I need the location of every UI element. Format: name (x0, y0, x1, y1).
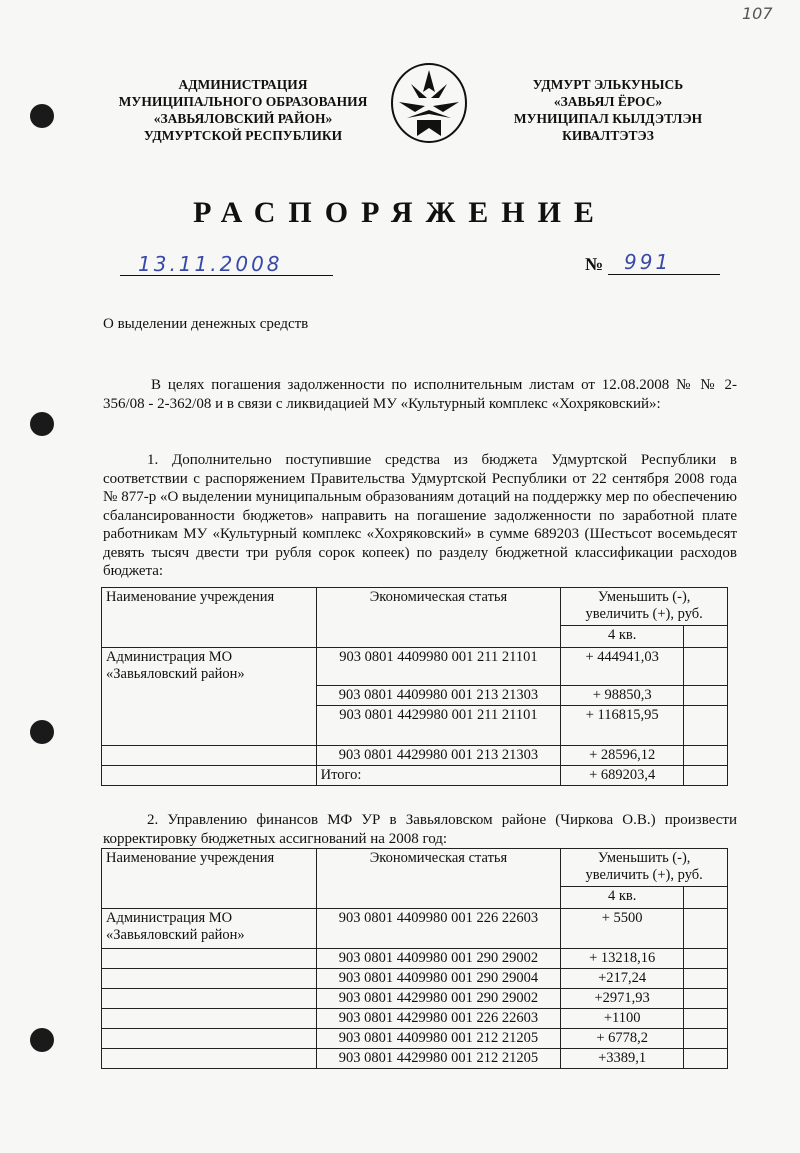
empty-cell (684, 746, 728, 766)
document-number: 991 (624, 250, 672, 274)
page-number-note: 107 (742, 4, 773, 23)
table-row (102, 1009, 728, 1029)
document-title: РАСПОРЯЖЕНИЕ (193, 196, 607, 229)
org-cell: Администрация МО «Завьяловский район» (102, 909, 317, 949)
empty-cell (684, 686, 728, 706)
empty-cell (102, 1049, 317, 1069)
table-row (102, 949, 728, 969)
total-amount: + 689203,4 (561, 766, 684, 786)
empty-cell (102, 989, 317, 1009)
article-cell: 903 0801 4429980 001 212 21205 (316, 1049, 561, 1069)
header-right-line: МУНИЦИПАЛ КЫЛДЭТЛЭН (513, 111, 703, 126)
header-left (108, 76, 378, 144)
header-org: Наименование учреждения (102, 588, 317, 648)
article-cell: 903 0801 4409980 001 211 21101 (316, 648, 561, 686)
amount-cell: + 116815,95 (561, 706, 684, 746)
amount-cell: +2971,93 (561, 989, 684, 1009)
amount-cell: + 6778,2 (561, 1029, 684, 1049)
article-cell: 903 0801 4429980 001 226 22603 (316, 1009, 561, 1029)
intro-paragraph: В целях погашения задолженности по исполнительным листам от 12.08.2008 № № 2-356/08 - 2-362/08 и в связи с ликвидацией МУ «Культурный комплекс «Хохряковский»: (103, 377, 737, 412)
empty-cell (102, 766, 317, 786)
empty-cell (102, 1009, 317, 1029)
allocation-table (101, 587, 728, 786)
header-article: Экономическая статья (316, 588, 561, 648)
amount-cell: + 444941,03 (561, 648, 684, 686)
total-label: Итого: (316, 766, 561, 786)
header-right-line: УДМУРТ ЭЛЬКУНЫСЬ (532, 77, 684, 92)
amount-cell: +217,24 (561, 969, 684, 989)
empty-cell (102, 949, 317, 969)
amount-cell: +1100 (561, 1009, 684, 1029)
punch-hole (30, 720, 54, 744)
article-cell: 903 0801 4429980 001 211 21101 (316, 706, 561, 746)
empty-cell (684, 706, 728, 746)
table-row (102, 969, 728, 989)
empty-cell (684, 949, 728, 969)
table-row (102, 1049, 728, 1069)
table-row (102, 989, 728, 1009)
number-label: № (585, 254, 604, 274)
table-row (102, 746, 728, 766)
empty-cell (684, 909, 728, 949)
budget-correction-table (101, 848, 728, 1069)
number-underline (608, 274, 720, 275)
empty-cell (684, 766, 728, 786)
header-quarter: 4 кв. (561, 887, 684, 909)
empty-cell (684, 887, 728, 909)
punch-hole (30, 1028, 54, 1052)
org-cell: Администрация МО «Завьяловский район» (102, 648, 317, 746)
article-cell: 903 0801 4409980 001 213 21303 (316, 686, 561, 706)
item-1-paragraph: 1. Дополнительно поступившие средства из бюджета Удмуртской Республики в соответствии с распоряжением Правительства Удмуртской Республики от 22 сентября 2008 года № 877-р «О выделении муниципальным образованиям дотаций на поддержку мер по обеспечению сбалансированности бюджетов» направить на погашение задолженности по заработной плате работникам МУ «Культурный комплекс «Хохряковский» в сумме 689203 (Шестьсот восемьдесят девять тысяч двести три рубля сорок копеек) по разделу бюджетной классификации расходов бюджета: (103, 452, 737, 579)
amount-cell: + 28596,12 (561, 746, 684, 766)
header-change: Уменьшить (-), увеличить (+), руб. (561, 588, 728, 626)
article-cell: 903 0801 4409980 001 290 29002 (316, 949, 561, 969)
empty-cell (102, 969, 317, 989)
header-left-line: АДМИНИСТРАЦИЯ (178, 77, 308, 92)
header-left-line: «ЗАВЬЯЛОВСКИЙ РАЙОН» (153, 111, 333, 126)
empty-cell (684, 648, 728, 686)
amount-cell: +3389,1 (561, 1049, 684, 1069)
header-org: Наименование учреждения (102, 849, 317, 909)
empty-cell (684, 1029, 728, 1049)
empty-cell (684, 969, 728, 989)
document-date: 13.11.2008 (138, 252, 283, 276)
punch-hole (30, 104, 54, 128)
amount-cell: + 13218,16 (561, 949, 684, 969)
table-row (102, 909, 728, 949)
header-left-line: МУНИЦИПАЛЬНОГО ОБРАЗОВАНИЯ (118, 94, 368, 109)
amount-cell: + 5500 (561, 909, 684, 949)
header-quarter: 4 кв. (561, 626, 684, 648)
empty-cell (684, 989, 728, 1009)
article-cell: 903 0801 4409980 001 290 29004 (316, 969, 561, 989)
header-right-line: «ЗАВЬЯЛ ЁРОС» (553, 94, 663, 109)
header-article: Экономическая статья (316, 849, 561, 909)
date-underline (120, 275, 333, 276)
item-2-paragraph: 2. Управлению финансов МФ УР в Завьяловском районе (Чиркова О.В.) произвести корректировку бюджетных ассигнований на 2008 год: (103, 812, 737, 847)
emblem-icon (389, 62, 469, 144)
empty-cell (684, 1009, 728, 1029)
table-total-row (102, 766, 728, 786)
empty-cell (102, 746, 317, 766)
table-row (102, 1029, 728, 1049)
table-row (102, 648, 728, 686)
article-cell: 903 0801 4409980 001 212 21205 (316, 1029, 561, 1049)
article-cell: 903 0801 4429980 001 290 29002 (316, 989, 561, 1009)
punch-hole (30, 412, 54, 436)
article-cell: 903 0801 4429980 001 213 21303 (316, 746, 561, 766)
document-subject: О выделении денежных средств (103, 316, 309, 332)
empty-cell (102, 1029, 317, 1049)
amount-cell: + 98850,3 (561, 686, 684, 706)
header-left-line: УДМУРТСКОЙ РЕСПУБЛИКИ (143, 128, 343, 143)
header-right-line: КИВАЛТЭТЭЗ (562, 128, 654, 143)
empty-cell (684, 1049, 728, 1069)
header-right (488, 76, 728, 144)
header-change: Уменьшить (-), увеличить (+), руб. (561, 849, 728, 887)
empty-cell (684, 626, 728, 648)
article-cell: 903 0801 4409980 001 226 22603 (316, 909, 561, 949)
